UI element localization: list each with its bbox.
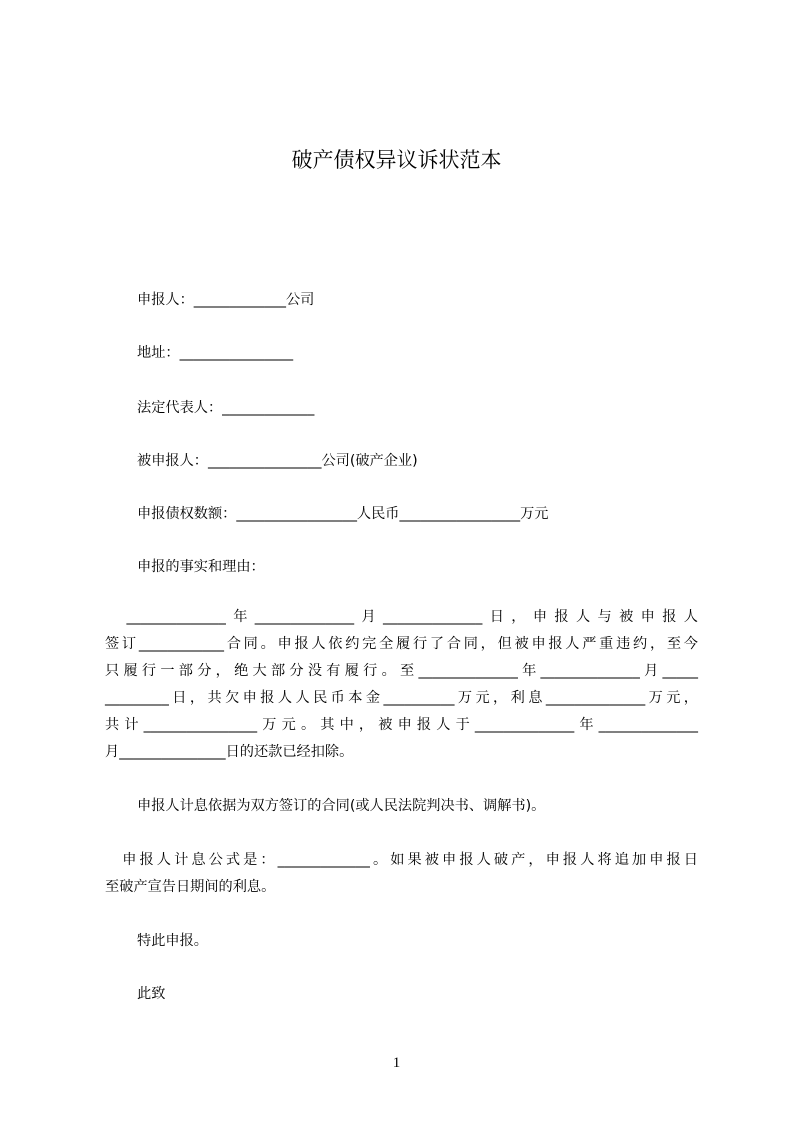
facts-line: 共计________________万元。其中，被申报人于______________年______________ <box>105 717 698 733</box>
applicant-field: 申报人：_____________公司 <box>137 292 315 308</box>
facts-line: ______________年______________月______________日，申报人与被申报人 <box>105 609 698 625</box>
respondent-field: 被申报人：________________公司(破产企业) <box>137 453 418 469</box>
page-number: 1 <box>392 1055 401 1071</box>
claim-amount-field: 申报债权数额：_________________人民币_________________万元 <box>137 506 549 522</box>
facts-line: 月_______________日的还款已经扣除。 <box>105 744 354 760</box>
facts-line: 只履行一部分，绝大部分没有履行。至______________年______________月_____ <box>105 663 698 679</box>
formula-line: 至破产宣告日期间的利息。 <box>105 879 276 895</box>
formula-line: 申报人计息公式是：_____________。如果被申报人破产，申报人将追加申报日 <box>105 852 698 868</box>
salutation: 此致 <box>137 986 166 1002</box>
facts-line: 签订____________合同。申报人依约完全履行了合同，但被申报人严重违约，至今 <box>105 636 698 652</box>
interest-basis: 申报人计息依据为双方签订的合同(或人民法院判决书、调解书)。 <box>137 798 546 814</box>
facts-line: _________日，共欠申报人人民币本金__________万元，利息______________万元， <box>105 690 698 706</box>
address-field: 地址：________________ <box>137 345 294 361</box>
document-title: 破产债权异议诉状范本 <box>291 148 502 172</box>
legal-rep-field: 法定代表人：_____________ <box>137 400 315 416</box>
closing-statement: 特此申报。 <box>137 933 208 949</box>
facts-heading: 申报的事实和理由： <box>137 559 265 575</box>
